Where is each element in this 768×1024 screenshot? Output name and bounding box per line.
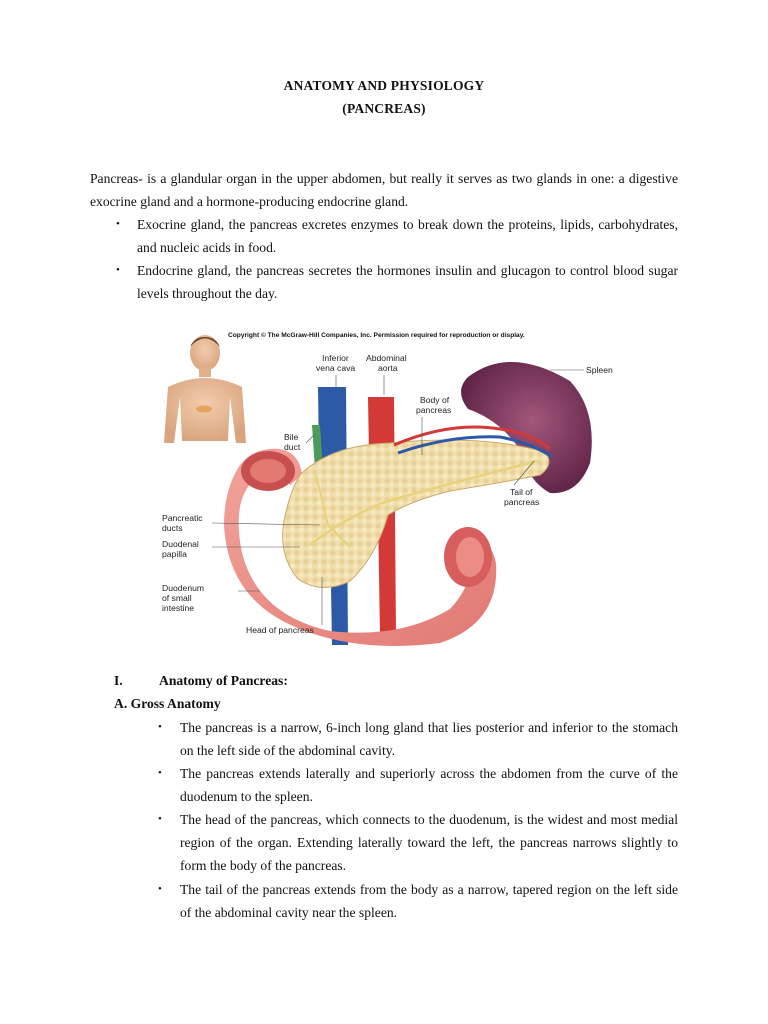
label-inferior-vena-cava: Inferior — [322, 353, 349, 363]
label-pancreatic-ducts: Pancreatic — [162, 513, 203, 523]
bullet-symbol: • — [116, 218, 120, 230]
bullet-symbol: • — [158, 767, 162, 779]
subsection-title: A. Gross Anatomy — [114, 696, 221, 711]
label-spleen: Spleen — [586, 365, 613, 375]
gross-anatomy-bullet-2: The pancreas extends laterally and superiorly across the abdomen from the curve of the duodenum to the spleen. — [180, 766, 678, 804]
svg-text:pancreas: pancreas — [416, 405, 452, 415]
svg-text:papilla: papilla — [162, 549, 187, 559]
section-title: Anatomy of Pancreas: — [159, 673, 288, 688]
label-bile-duct: Bile — [284, 432, 299, 442]
label-body-of-pancreas: Body of — [420, 395, 450, 405]
gross-anatomy-bullet-4: The tail of the pancreas extends from the body as a narrow, tapered region on the left side of the abdominal cavity near the spleen. — [180, 882, 678, 920]
label-duodenum: Duodenum — [162, 583, 205, 593]
pancreas-shape — [283, 440, 549, 588]
exocrine-bullet: Exocrine gland, the pancreas excretes enzymes to break down the proteins, lipids, carbohydrates, and nucleic acids in food. — [137, 217, 678, 255]
document-subtitle: (PANCREAS) — [342, 101, 426, 116]
label-abdominal-aorta: Abdominal — [366, 353, 407, 363]
bullet-symbol: • — [158, 883, 162, 895]
bullet-symbol: • — [158, 721, 162, 733]
svg-text:vena cava: vena cava — [316, 363, 356, 373]
svg-text:pancreas: pancreas — [504, 497, 540, 507]
gross-anatomy-bullet-3: The head of the pancreas, which connects to the duodenum, is the widest and most medial region of the organ. Extending laterally toward the left, the pancreas narrows slightly to form the body of the pancreas. — [180, 812, 678, 873]
bullet-symbol: • — [158, 813, 162, 825]
pancreas-anatomy-figure — [150, 325, 618, 647]
bullet-symbol: • — [116, 264, 120, 276]
section-number: I. — [114, 673, 123, 688]
svg-text:aorta: aorta — [378, 363, 398, 373]
svg-text:of small: of small — [162, 593, 192, 603]
endocrine-bullet: Endocrine gland, the pancreas secretes the hormones insulin and glucagon to control blood sugar levels throughout the day. — [137, 263, 678, 301]
svg-text:intestine: intestine — [162, 603, 195, 613]
intro-paragraph: Pancreas- is a glandular organ in the upper abdomen, but really it serves as two glands in one: a digestive exocrine gland and a hormone-producing endocrine gland. — [90, 171, 678, 209]
svg-text:duct: duct — [284, 442, 301, 452]
gross-anatomy-bullet-1: The pancreas is a narrow, 6-inch long gland that lies posterior and inferior to the stomach on the left side of the abdominal cavity. — [180, 720, 678, 758]
label-head-of-pancreas: Head of pancreas — [246, 625, 314, 635]
figure-copyright: Copyright © The McGraw-Hill Companies, Inc. Permission required for reproduction or display. — [228, 332, 525, 339]
label-tail-of-pancreas: Tail of — [510, 487, 533, 497]
human-figure-illustration — [164, 335, 246, 443]
document-title: ANATOMY AND PHYSIOLOGY — [283, 78, 485, 93]
svg-text:ducts: ducts — [162, 523, 183, 533]
label-duodenal-papilla: Duodenal — [162, 539, 199, 549]
